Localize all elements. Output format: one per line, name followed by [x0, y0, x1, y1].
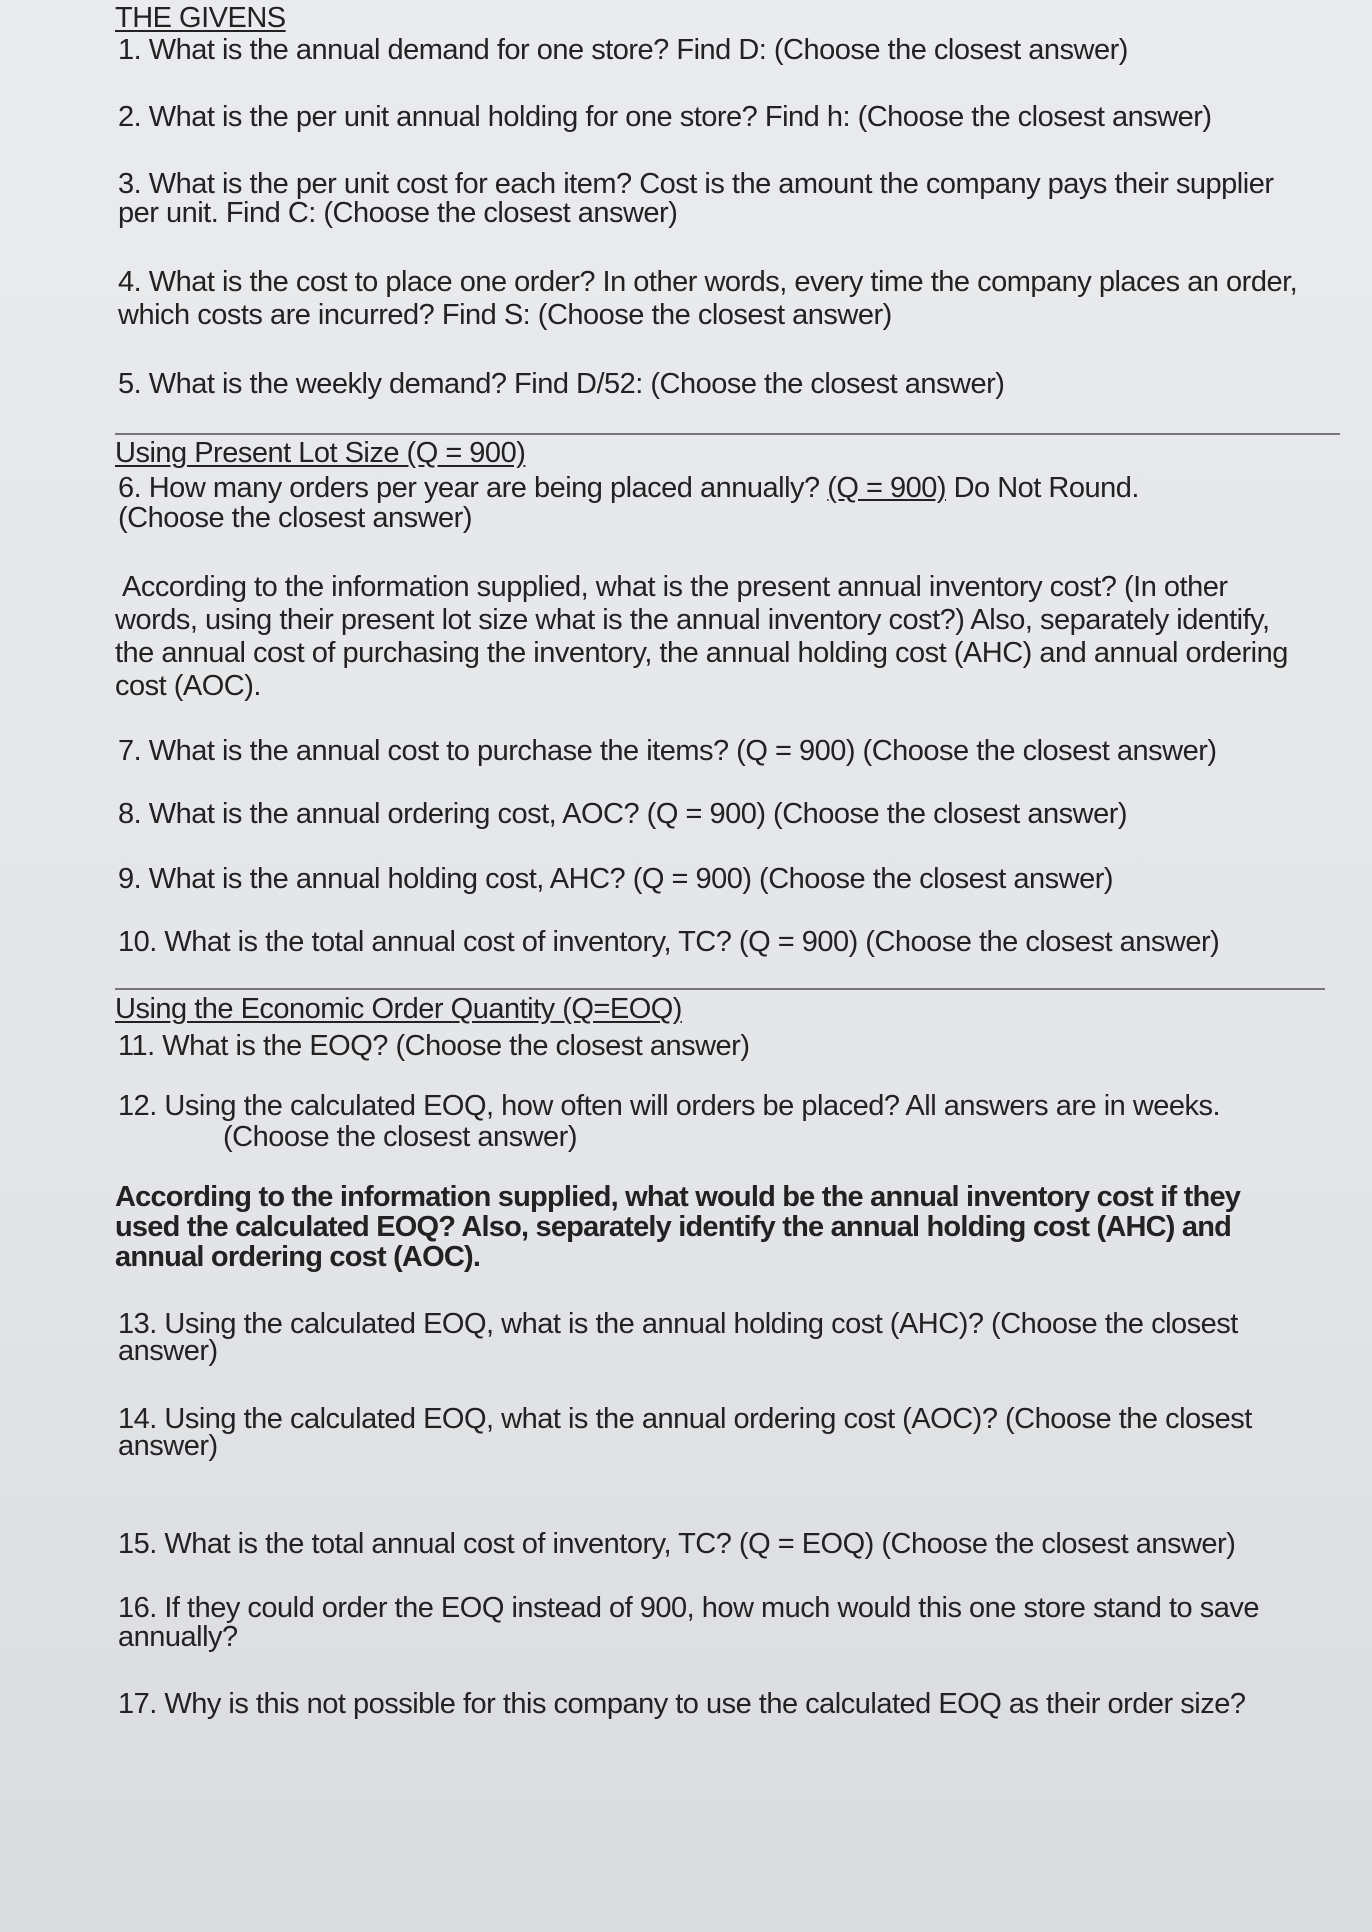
section-divider-1 — [115, 433, 1340, 435]
question-12 — [115, 1090, 1348, 1154]
question-6-suffix: Do Not Round. — [953, 472, 1139, 504]
question-12-line-1: 12. Using the calculated EOQ, how often will orders be placed? All answers are in weeks. — [118, 1090, 1221, 1122]
question-3 — [115, 168, 1348, 230]
question-12-line-2: (Choose the closest answer) — [223, 1121, 577, 1153]
question-1: 1. What is the annual demand for one store? Find D: (Choose the closest answer) — [118, 34, 1128, 66]
question-14-line-1: 14. Using the calculated EOQ, what is the annual ordering cost (AOC)? (Choose the closest — [118, 1403, 1252, 1435]
question-3-line-1: 3. What is the per unit cost for each item? Cost is the amount the company pays their supplier — [118, 168, 1274, 200]
present-cost-intro-line-3: the annual cost of purchasing the inventory, the annual holding cost (AHC) and annual ordering — [115, 637, 1288, 669]
present-lot-heading: Using Present Lot Size (Q = 900) — [115, 437, 526, 469]
question-6-lot-size: (Q = 900) — [827, 472, 947, 504]
question-10: 10. What is the total annual cost of inventory, TC? (Q = 900) (Choose the closest answer) — [118, 926, 1220, 958]
question-16-line-2: annually? — [118, 1621, 238, 1653]
question-14-line-2: answer) — [118, 1430, 218, 1462]
present-cost-intro-line-1: According to the information supplied, what is the present annual inventory cost? (In other — [122, 571, 1228, 603]
question-16-line-1: 16. If they could order the EOQ instead of 900, how much would this one store stand to save — [118, 1592, 1259, 1624]
question-5: 5. What is the weekly demand? Find D/52: (Choose the closest answer) — [118, 368, 1005, 400]
question-6-line-2: (Choose the closest answer) — [118, 502, 472, 534]
question-4-line-2: which costs are incurred? Find S: (Choose the closest answer) — [118, 299, 892, 331]
question-9: 9. What is the annual holding cost, AHC? (Q = 900) (Choose the closest answer) — [118, 863, 1114, 895]
question-4 — [115, 266, 1348, 332]
givens-heading: THE GIVENS — [115, 2, 286, 34]
question-15: 15. What is the total annual cost of inventory, TC? (Q = EOQ) (Choose the closest answer) — [118, 1528, 1236, 1560]
eoq-cost-intro-line-3: annual ordering cost (AOC). — [115, 1241, 481, 1273]
question-13-line-1: 13. Using the calculated EOQ, what is the annual holding cost (AHC)? (Choose the closest — [118, 1308, 1238, 1340]
question-3-line-2: per unit. Find C: (Choose the closest answer) — [118, 197, 678, 229]
question-6 — [115, 472, 1348, 535]
question-8: 8. What is the annual ordering cost, AOC? (Q = 900) (Choose the closest answer) — [118, 798, 1128, 830]
question-17: 17. Why is this not possible for this company to use the calculated EOQ as their order size? — [118, 1688, 1246, 1720]
question-2: 2. What is the per unit annual holding for one store? Find h: (Choose the closest answer) — [118, 101, 1212, 133]
present-cost-intro-line-2: words, using their present lot size what is the annual inventory cost?) Also, separately identify, — [115, 604, 1270, 636]
question-6-line-1 — [118, 472, 1348, 505]
present-cost-intro — [115, 571, 1345, 703]
question-11: 11. What is the EOQ? (Choose the closest answer) — [118, 1030, 750, 1062]
question-14 — [115, 1403, 1348, 1463]
eoq-cost-intro-line-2: used the calculated EOQ? Also, separately identify the annual holding cost (AHC) and — [115, 1211, 1232, 1243]
eoq-cost-intro-line-1: According to the information supplied, what would be the annual inventory cost if they — [115, 1181, 1241, 1213]
question-13 — [115, 1308, 1348, 1368]
question-13-line-2: answer) — [118, 1335, 218, 1367]
present-cost-intro-line-4: cost (AOC). — [115, 670, 261, 702]
question-7: 7. What is the annual cost to purchase the items? (Q = 900) (Choose the closest answer) — [118, 735, 1217, 767]
question-6-prefix: 6. How many orders per year are being placed annually? — [118, 472, 820, 504]
eoq-heading: Using the Economic Order Quantity (Q=EOQ) — [115, 993, 682, 1025]
section-divider-2 — [115, 988, 1325, 990]
eoq-cost-intro — [115, 1182, 1345, 1272]
question-16 — [115, 1592, 1348, 1654]
question-4-line-1: 4. What is the cost to place one order? In other words, every time the company places an order, — [118, 266, 1298, 298]
